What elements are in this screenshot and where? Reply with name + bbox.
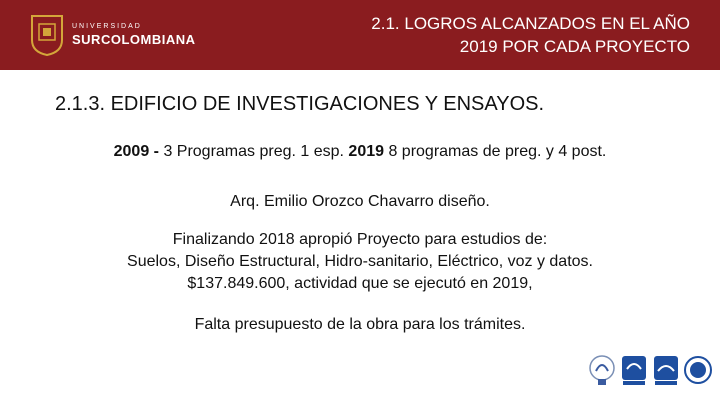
logo-big-text: SURCOLOMBIANA xyxy=(72,32,196,47)
page-title xyxy=(250,12,690,58)
certification-logos xyxy=(588,350,712,390)
programs-2009: 3 Programas preg. 1 esp. xyxy=(163,143,349,160)
para-line-1: Finalizando 2018 apropió Proyecto para estudios de: xyxy=(172,231,548,248)
iqnet-icon xyxy=(652,353,680,387)
year-2019: 2019 xyxy=(348,143,385,160)
para-line-2: Suelos, Diseño Estructural, Hidro-sanitario, Eléctrico, voz y datos. xyxy=(127,253,593,270)
programs-2019: 8 programas de preg. y 4 post. xyxy=(384,143,607,160)
ecosystem-seal-icon xyxy=(684,353,712,387)
icontec-icon xyxy=(620,353,648,387)
para-line-3: $137.849.600, actividad que se ejecutó en 2019, xyxy=(187,275,533,292)
section-subtitle: 2.1.3. EDIFICIO DE INVESTIGACIONES Y ENSAYOS. xyxy=(55,93,545,115)
title-line-2: 2019 POR CADA PROYECTO xyxy=(459,37,690,56)
budget-line: Falta presupuesto de la obra para los trámites. xyxy=(194,316,526,333)
studies-paragraph xyxy=(0,229,720,295)
year-2009: 2009 - xyxy=(113,143,164,160)
architect-line: Arq. Emilio Orozco Chavarro diseño. xyxy=(230,193,490,210)
logo-small-text: UNIVERSIDAD xyxy=(72,23,142,30)
title-line-1: 2.1. LOGROS ALCANZADOS EN EL AÑO xyxy=(371,14,690,33)
programs-line xyxy=(0,143,720,161)
university-shield-icon xyxy=(30,14,64,56)
university-logo[interactable] xyxy=(30,12,196,58)
header-bar xyxy=(0,0,720,70)
certification-seal-icon xyxy=(588,353,616,387)
